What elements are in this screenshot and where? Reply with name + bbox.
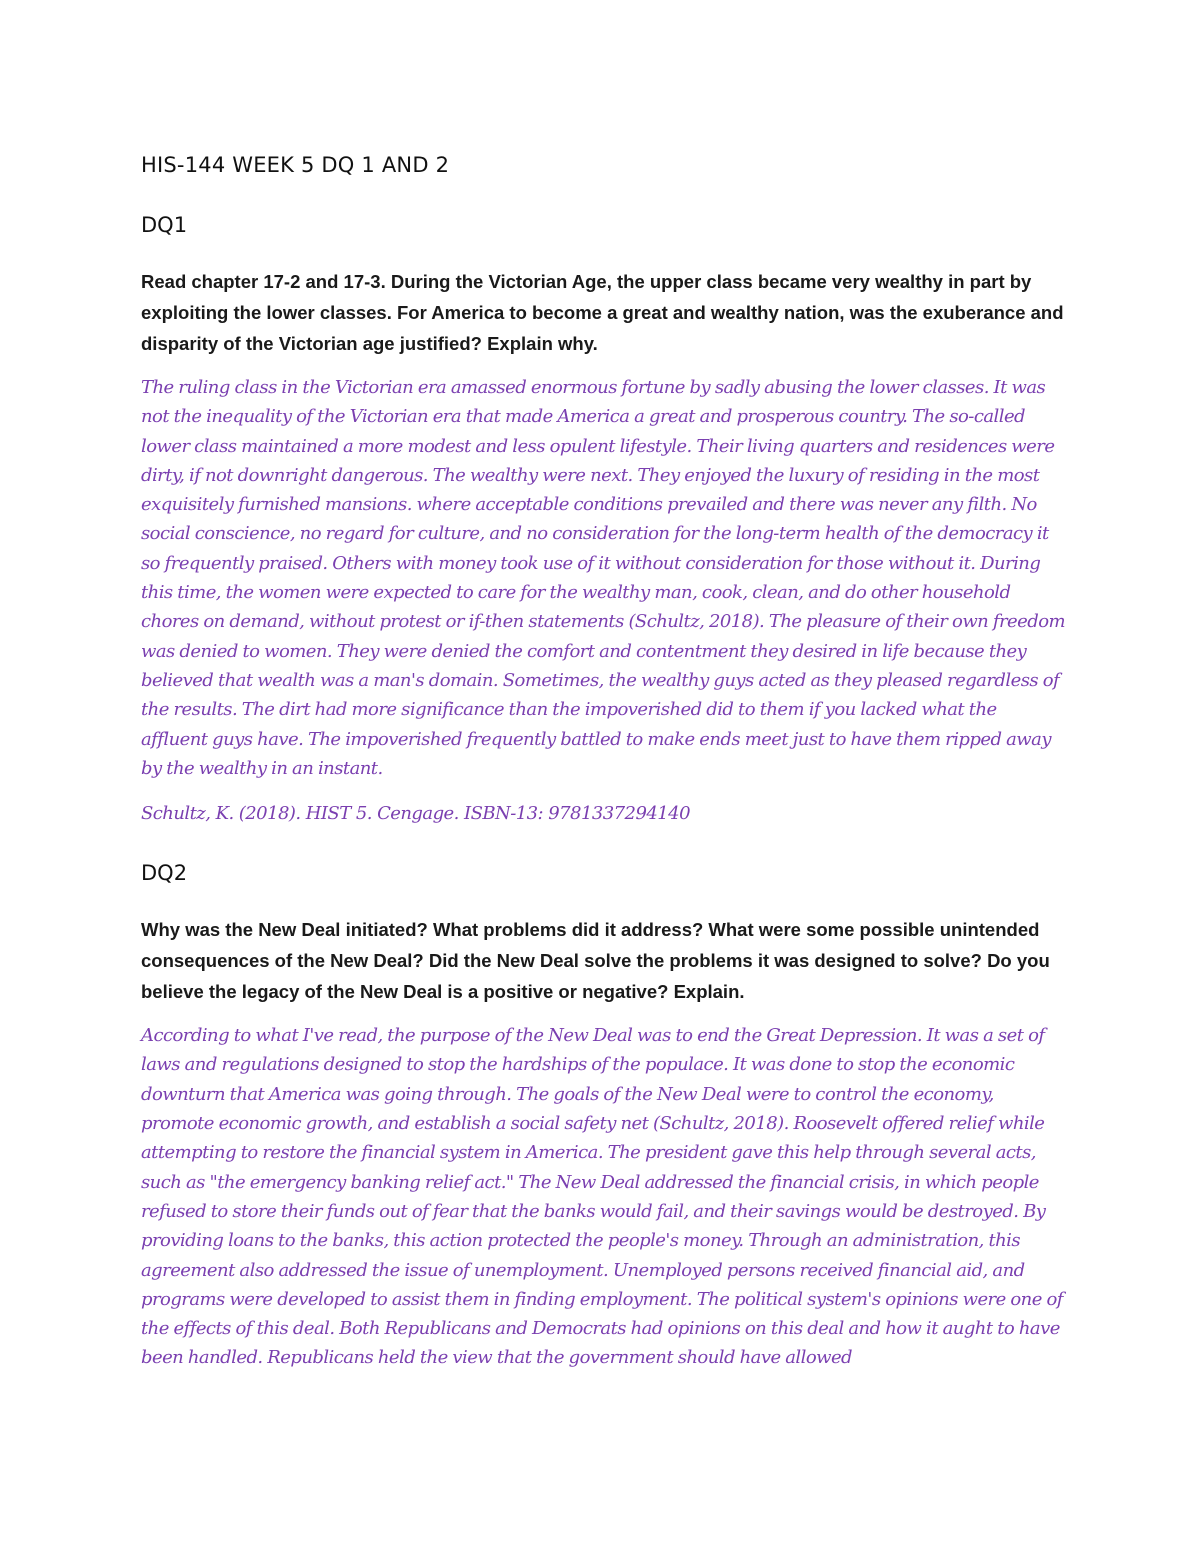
dq1-question: Read chapter 17-2 and 17-3. During the Victorian Age, the upper class became very wealthy in part by exploiting the lower classes. For America to become a great and wealthy nation, was the exuberance and disparity of the Victorian age justified? Explain why. <box>141 271 1064 354</box>
dq1-section <box>141 210 1066 828</box>
dq1-answer: The ruling class in the Victorian era amassed enormous fortune by sadly abusing the lower classes. It was not the inequality of the Victorian era that made America a great and prosperous country. The so-called lower class maintained a more modest and less opulent lifestyle. Their living quarters and residences were dirty, if not downright dangerous. The wealthy were next. They enjoyed the luxury of residing in the most exquisitely furnished mansions. where acceptable conditions prevailed and there was never any filth. No social conscience, no regard for culture, and no consideration for the long-term health of the democracy it so frequently praised. Others with money took use of it without consideration for those without it. During this time, the women were expected to care for the wealthy man, cook, clean, and do other household chores on demand, without protest or if-then statements (Schultz, 2018). The pleasure of their own freedom was denied to women. They were denied the comfort and contentment they desired in life because they believed that wealth was a man's domain. Sometimes, the wealthy guys acted as they pleased regardless of the results. The dirt had more significance than the impoverished did to them if you lacked what the affluent guys have. The impoverished frequently battled to make ends meet just to have them ripped away by the wealthy in an instant. <box>141 377 1066 779</box>
dq2-section <box>141 858 1066 1373</box>
document-content <box>141 150 1066 1389</box>
dq2-question: Why was the New Deal initiated? What problems did it address? What were some possible unintended consequences of the New Deal? Did the New Deal solve the problems it was designed to solve? Do you believe the legacy of the New Deal is a positive or negative? Explain. <box>141 919 1050 1003</box>
dq2-answer: According to what I've read, the purpose of the New Deal was to end the Great Depression. It was a set of laws and regulations designed to stop the hardships of the populace. It was done to stop the economic downturn that America was going through. The goals of the New Deal were to control the economy, promote economic growth, and establish a social safety net (Schultz, 2018). Roosevelt offered relief while attempting to restore the financial system in America. The president gave this help through several acts, such as "the emergency banking relief act." The New Deal addressed the financial crisis, in which people refused to store their funds out of fear that the banks would fail, and their savings would be destroyed. By providing loans to the banks, this action protected the people's money. Through an administration, this agreement also addressed the issue of unemployment. Unemployed persons received financial aid, and programs were developed to assist them in finding employment. The political system's opinions were one of the effects of this deal. Both Republicans and Democrats had opinions on this deal and how it aught to have been handled. Republicans held the view that the government should have allowed <box>141 1025 1063 1369</box>
dq2-heading: DQ2 <box>141 861 188 886</box>
dq1-citation: Schultz, K. (2018). HIST 5. Cengage. ISBN-13: 9781337294140 <box>141 803 690 825</box>
dq1-heading: DQ1 <box>141 213 188 237</box>
document-title: HIS-144 WEEK 5 DQ 1 AND 2 <box>141 153 450 177</box>
